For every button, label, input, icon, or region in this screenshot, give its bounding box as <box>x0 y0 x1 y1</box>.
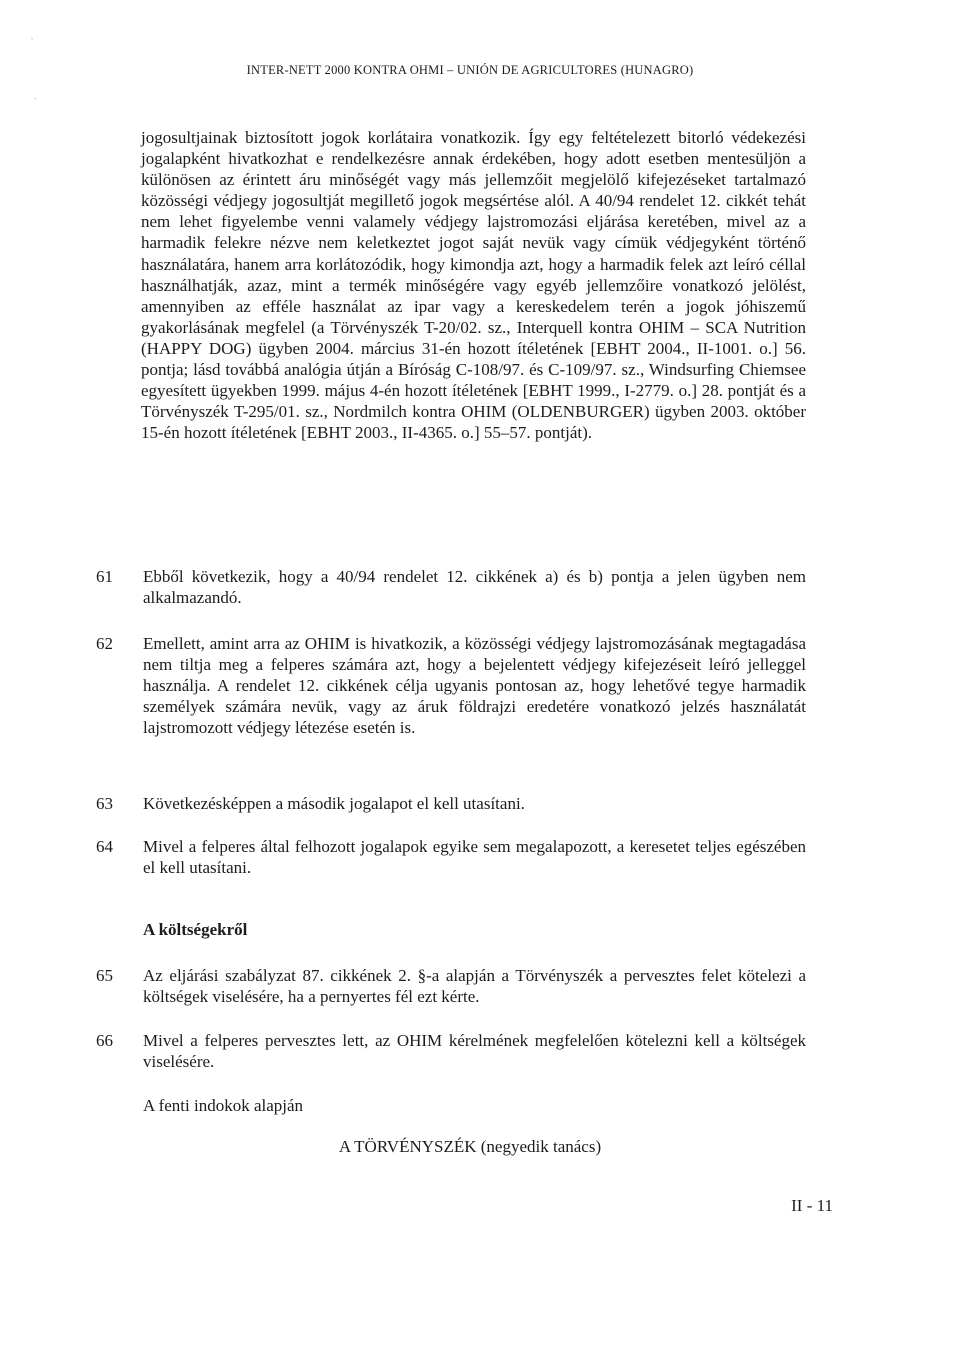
paragraph-text: Mivel a felperes pervesztes lett, az OHIM kérelmének megfelelően kötelezni kell a költségek viselésére. <box>143 1031 806 1072</box>
closing-line: A fenti indokok alapján <box>143 1096 304 1115</box>
paragraph-number: 63 <box>96 794 113 813</box>
paragraph-text: Mivel a felperes által felhozott jogalapok egyike sem megalapozott, a keresetet teljes egészében el kell utasítani. <box>143 837 806 878</box>
running-header: INTER-NETT 2000 KONTRA OHMI – UNIÓN DE AGRICULTORES (HUNAGRO) <box>246 63 694 77</box>
paragraph-number: 65 <box>96 966 113 985</box>
page-number: II - 11 <box>791 1196 833 1215</box>
paragraph-number: 61 <box>96 567 113 586</box>
court-name: A TÖRVÉNYSZÉK (negyedik tanács) <box>338 1137 602 1156</box>
scan-mark: ˇ <box>30 38 35 48</box>
paragraph-text: Ebből következik, hogy a 40/94 rendelet 12. cikkének a) és b) pontja a jelen ügyben nem alkalmazandó. <box>143 567 806 608</box>
paragraph-number: 64 <box>96 837 113 856</box>
continued-paragraph-text: jogosultjainak biztosított jogok korlátaira vonatkozik. Így egy feltételezett bitorló védekezési jogalapként hivatkozhat e rendelkezésre annak érdekében, hogy adott esetben mentesüljön a különösen az érintett áru minőségét vagy más jellemzőit megjelölő kifejezéseket tartalmazó közösségi védjegy jogosultját megillető jogok megsértése alól. A 40/94 rendelet 12. cikkét tehát nem lehet figyelembe venni valamely védjegy lajstromozási eljárása keretében, mivel az a harmadik felekre nézve nem keletkeztet jogot saját nevük vagy címük védjegyként történő használatára, hanem arra korlátozódik, hogy kimondja azt, hogy a harmadik felek azt leíró céllal használhatják, azaz, mint a termék minőségére vagy egyéb jellemzőire vonatkozó jelölést, amennyiben az efféle használat az ipar vagy a kereskedelem terén a jogok jóhiszemű gyakorlásának megfelel (a Törvényszék T-20/02. sz., Interquell kontra OHIM – SCA Nutrition (HAPPY DOG) ügyben 2004. március 31-én hozott ítéletének [EBHT 2004., II-1001. o.] 56. pontja; lásd továbbá analógia útján a Bíróság C-108/97. és C-109/97. sz., Windsurfing Chiemsee egyesített ügyekben 1999. május 4-én hozott ítéletének [EBHT 1999., I-2779. o.] 28. pontját és a Törvényszék T-295/01. sz., Nordmilch kontra OHIM (OLDENBURGER) ügyben 2003. október 15-én hozott ítéletének [EBHT 2003., II-4365. o.] 55–57. pontját). <box>141 128 806 443</box>
paragraph-number: 62 <box>96 634 113 653</box>
scan-mark: ˇ <box>33 98 38 108</box>
paragraph-number: 66 <box>96 1031 113 1050</box>
paragraph-text: Emellett, amint arra az OHIM is hivatkozik, a közösségi védjegy lajstromozásának megtagadása nem tiltja meg a felperes számára azt, hogy a bejelentett védjegy kifejezéseit leíró jelleggel használja. A rendelet 12. cikkének célja ugyanis pontosan az, hogy lehetővé tegye harmadik személyek számára nevük, vagy az áruk földrajzi eredetére vonatkozó jelzés használatát lajstromozott védjegy létezése esetén is. <box>143 634 806 738</box>
section-heading: A költségekről <box>143 920 248 939</box>
paragraph-text: Következésképpen a második jogalapot el kell utasítani. <box>143 794 525 813</box>
paragraph-text: Az eljárási szabályzat 87. cikkének 2. §-a alapján a Törvényszék a pervesztes felet kötelezi a költségek viselésére, ha a pernyertes fél ezt kérte. <box>143 966 806 1007</box>
